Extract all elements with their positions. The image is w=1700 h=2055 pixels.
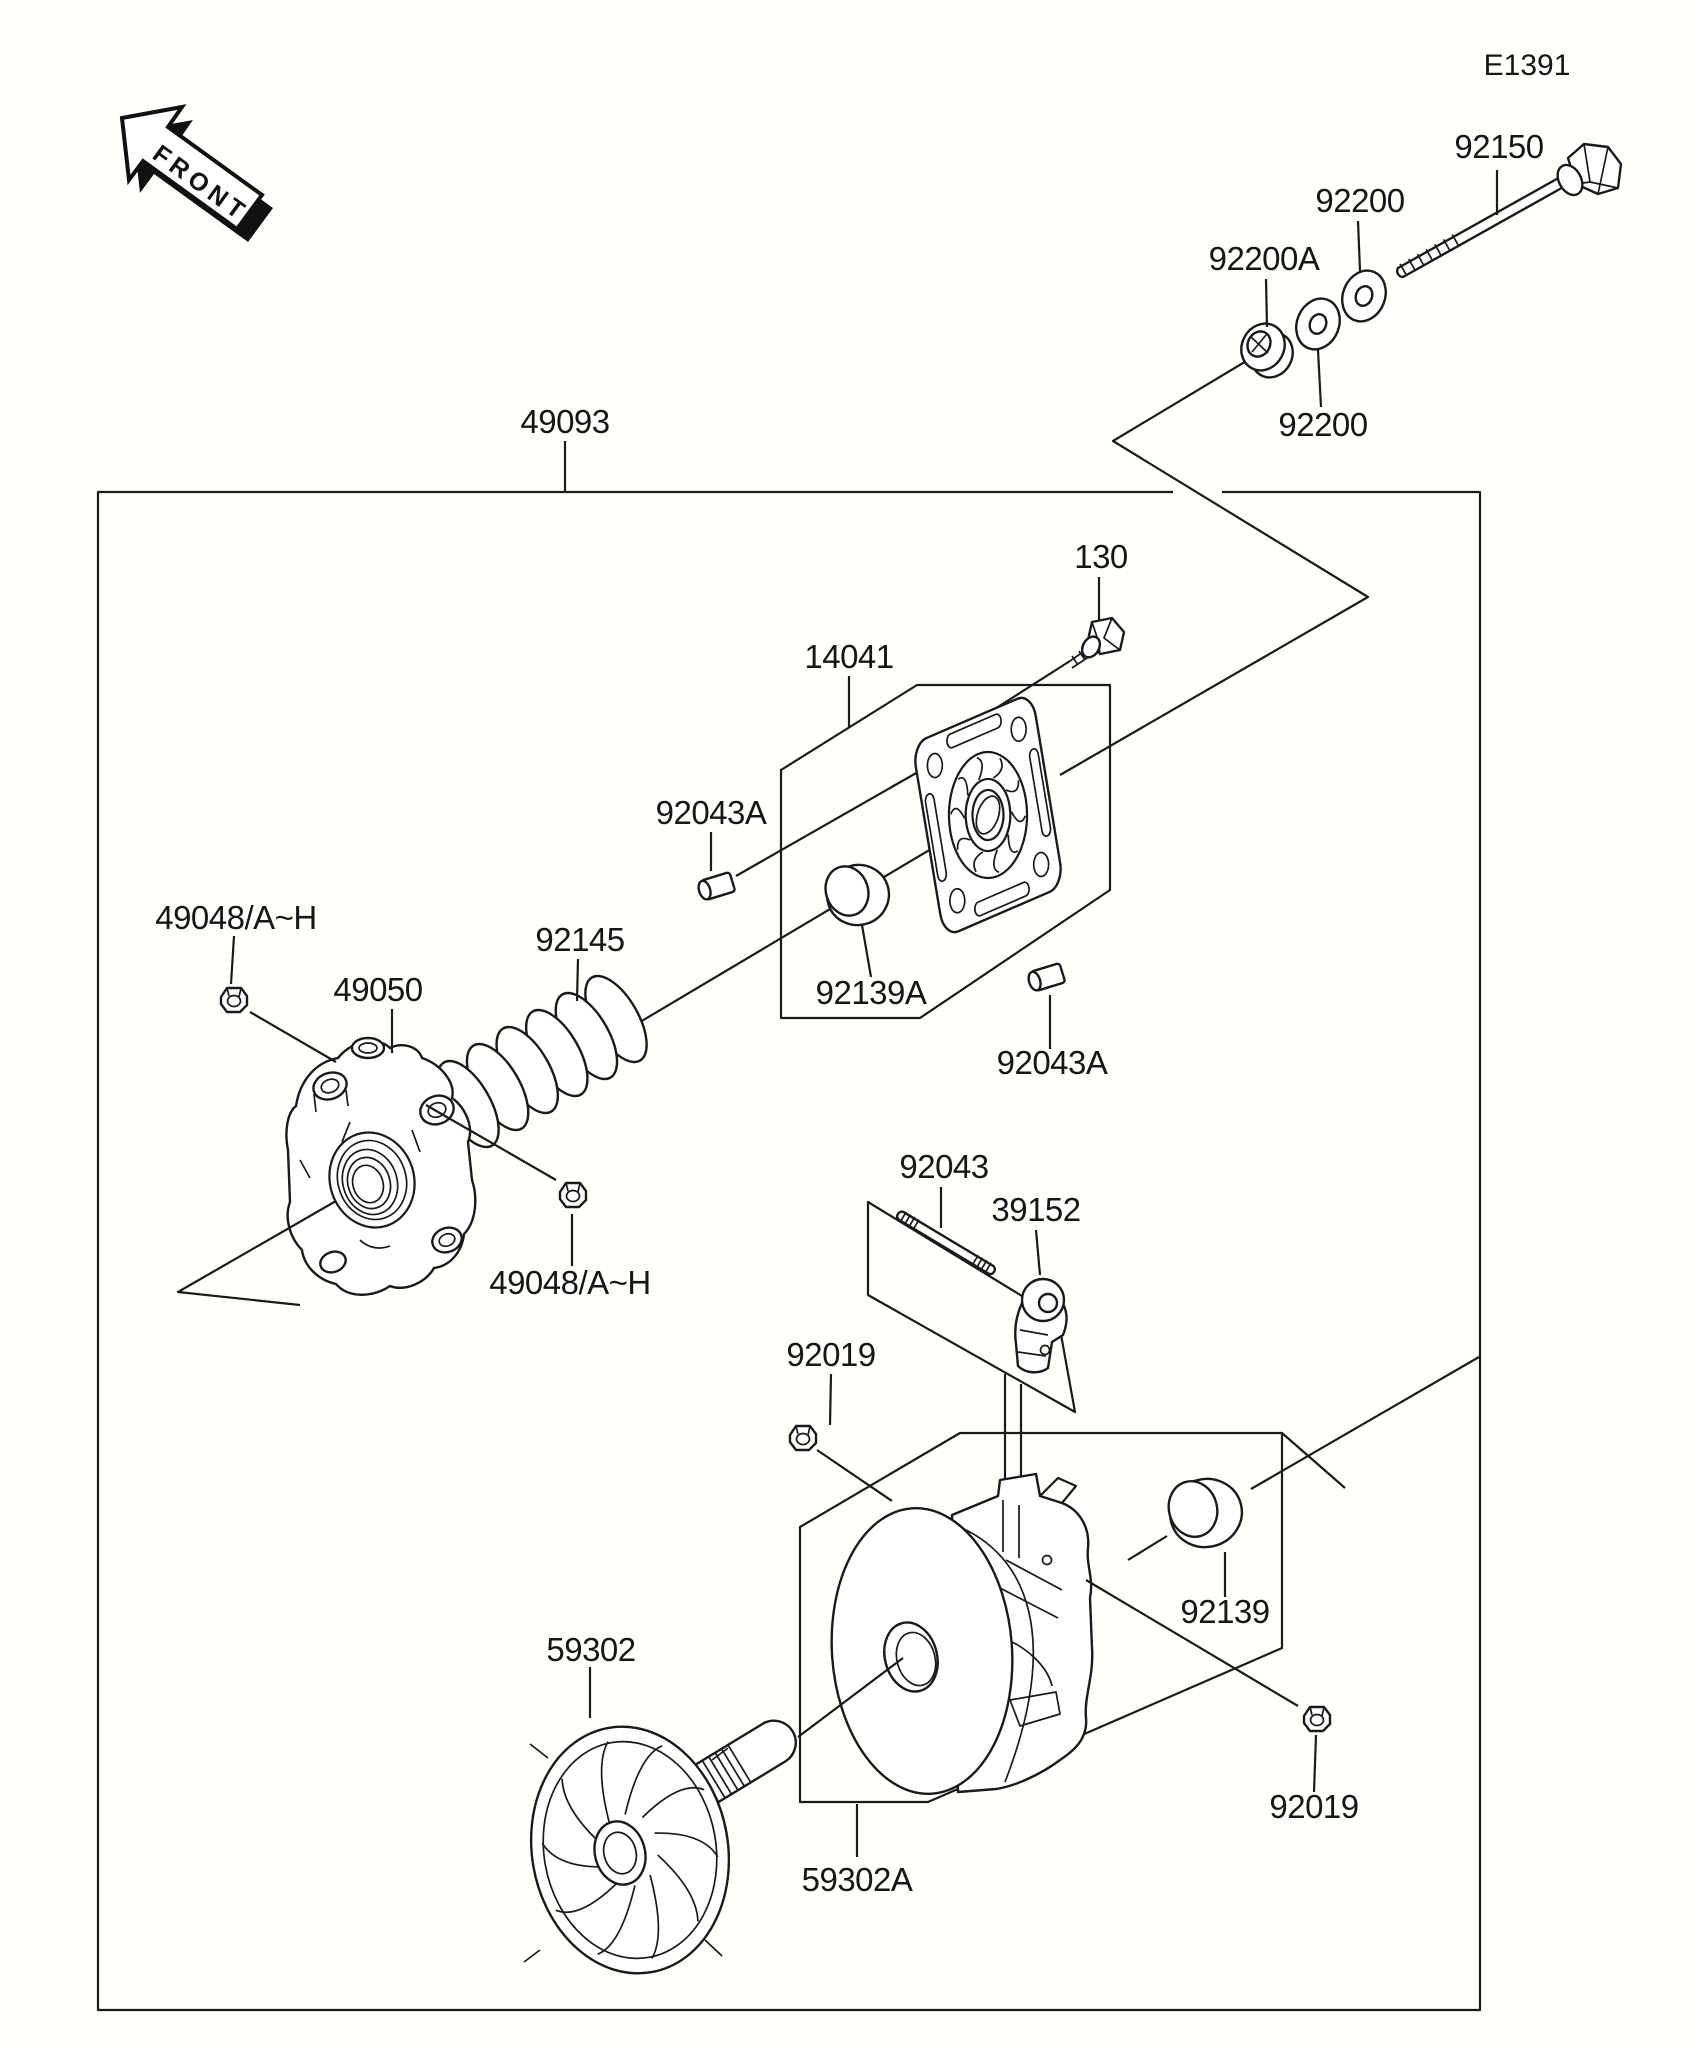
- hub-49050-drawing: [286, 1038, 475, 1295]
- part-label-92043A-upper: 92043A: [655, 794, 767, 831]
- nut-49048-lower-drawing: [560, 1183, 586, 1207]
- part-label-59302: 59302: [546, 1631, 636, 1668]
- pin-92043A-upper-drawing: [696, 872, 735, 901]
- bolt-130-drawing: [1070, 618, 1124, 668]
- part-label-130: 130: [1074, 538, 1128, 575]
- part-label-49048-lower: 49048/A~H: [489, 1264, 651, 1301]
- part-label-92200A: 92200A: [1208, 240, 1320, 277]
- part-label-59302A: 59302A: [801, 1861, 913, 1898]
- pin-92043A-lower-drawing: [1026, 963, 1065, 992]
- part-label-92200-upper: 92200: [1315, 182, 1405, 219]
- part-label-49048-upper: 49048/A~H: [155, 899, 317, 936]
- bushing-92139A-drawing: [819, 857, 897, 933]
- part-label-14041: 14041: [804, 638, 894, 675]
- part-label-92019-left: 92019: [786, 1336, 876, 1373]
- part-label-39152: 39152: [991, 1191, 1081, 1228]
- part-label-92043: 92043: [899, 1148, 989, 1185]
- assembly-construction-lines: [487, 357, 1479, 1500]
- part-label-92139: 92139: [1180, 1593, 1270, 1630]
- part-label-92139A: 92139A: [815, 974, 927, 1011]
- part-label-92043A-lower: 92043A: [996, 1044, 1108, 1081]
- drum-59302A-drawing: [822, 1474, 1092, 1800]
- washer-92200-upper-drawing: [1335, 264, 1393, 328]
- nut-92019-right-drawing: [1304, 1707, 1330, 1731]
- part-label-49093: 49093: [520, 403, 610, 440]
- bushing-92139-drawing: [1162, 1471, 1249, 1555]
- part-label-92019-right: 92019: [1269, 1788, 1359, 1825]
- front-marker-label: FRONT: [147, 139, 254, 228]
- nut-92019-left-drawing: [790, 1426, 816, 1450]
- weight-39152-drawing: [1015, 1279, 1066, 1372]
- fan-59302-drawing: [512, 1711, 796, 1989]
- front-direction-arrow-icon: [122, 107, 273, 242]
- washer-92200-lower-drawing: [1289, 292, 1347, 356]
- rod-92043-drawing: [895, 1209, 997, 1277]
- bushing-92139-axis-line: [1251, 1357, 1479, 1489]
- nut-49048-upper-drawing: [221, 988, 247, 1012]
- part-label-92200-lower: 92200: [1278, 406, 1368, 443]
- part-label-49050: 49050: [333, 971, 423, 1008]
- plate-14041-drawing: [912, 693, 1064, 938]
- part-label-92150: 92150: [1454, 128, 1544, 165]
- part-label-92145: 92145: [535, 921, 625, 958]
- page-code: E1391: [1483, 49, 1571, 82]
